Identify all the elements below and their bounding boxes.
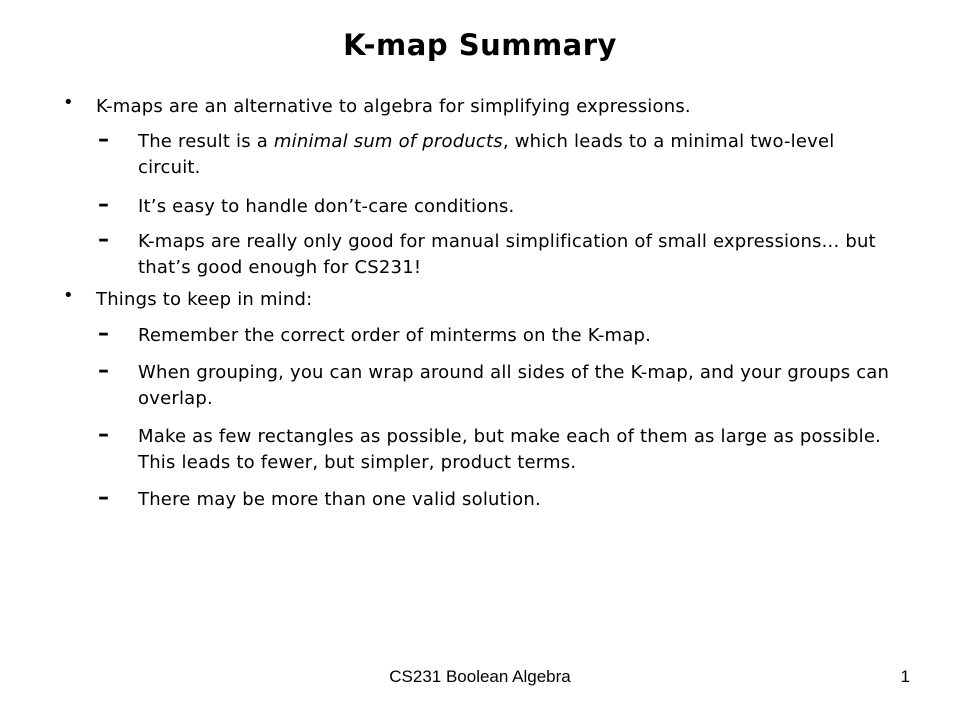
sub-bullet-item [98,321,898,349]
sub-bullet-text: Remember the correct order of minterms on the K-map. [138,325,652,346]
footer-text: CS231 Boolean Algebra [389,667,571,686]
text-run: , which leads to a minimal two-level circuit. [138,131,835,178]
dash-marker: – [98,127,110,152]
sub-bullet-text: There may be more than one valid solution. [138,489,541,510]
dash-marker: – [98,192,110,217]
sub-bullet-item [98,127,898,181]
slide-title: K-map Summary [343,28,617,62]
bullet-text: K-maps are an alternative to algebra for simplifying expressions. [96,96,691,117]
sub-bullet-item [98,358,898,412]
sub-bullet-text: K-maps are really only good for manual simplification of small expressions... but that’s good enough for CS231! [138,231,876,278]
bullet-item [63,285,916,313]
emphasis-text: minimal sum of products [273,131,503,152]
dash-marker: – [98,227,110,252]
dash-marker: – [98,358,110,383]
text-run: The result is a [138,131,274,152]
sub-bullet-item [98,422,898,476]
dash-marker: – [98,321,110,346]
bullet-marker: • [63,285,74,306]
sub-bullet-item [98,192,898,220]
sub-bullet-text: When grouping, you can wrap around all sides of the K-map, and your groups can overlap. [138,362,890,409]
bullet-marker: • [63,92,74,113]
slide-number: 1 [900,667,910,686]
sub-bullet-item [98,227,898,281]
sub-bullet-text: Make as few rectangles as possible, but make each of them as large as possible. This leads to fewer, but simpler, product terms. [138,426,882,473]
sub-bullet-text: It’s easy to handle don’t-care conditions. [138,196,515,217]
bullet-item [63,92,916,120]
dash-marker: – [98,485,110,510]
sub-bullet-item [98,485,898,513]
sub-bullet-text [138,129,898,181]
dash-marker: – [98,422,110,447]
bullet-text: Things to keep in mind: [96,289,313,310]
